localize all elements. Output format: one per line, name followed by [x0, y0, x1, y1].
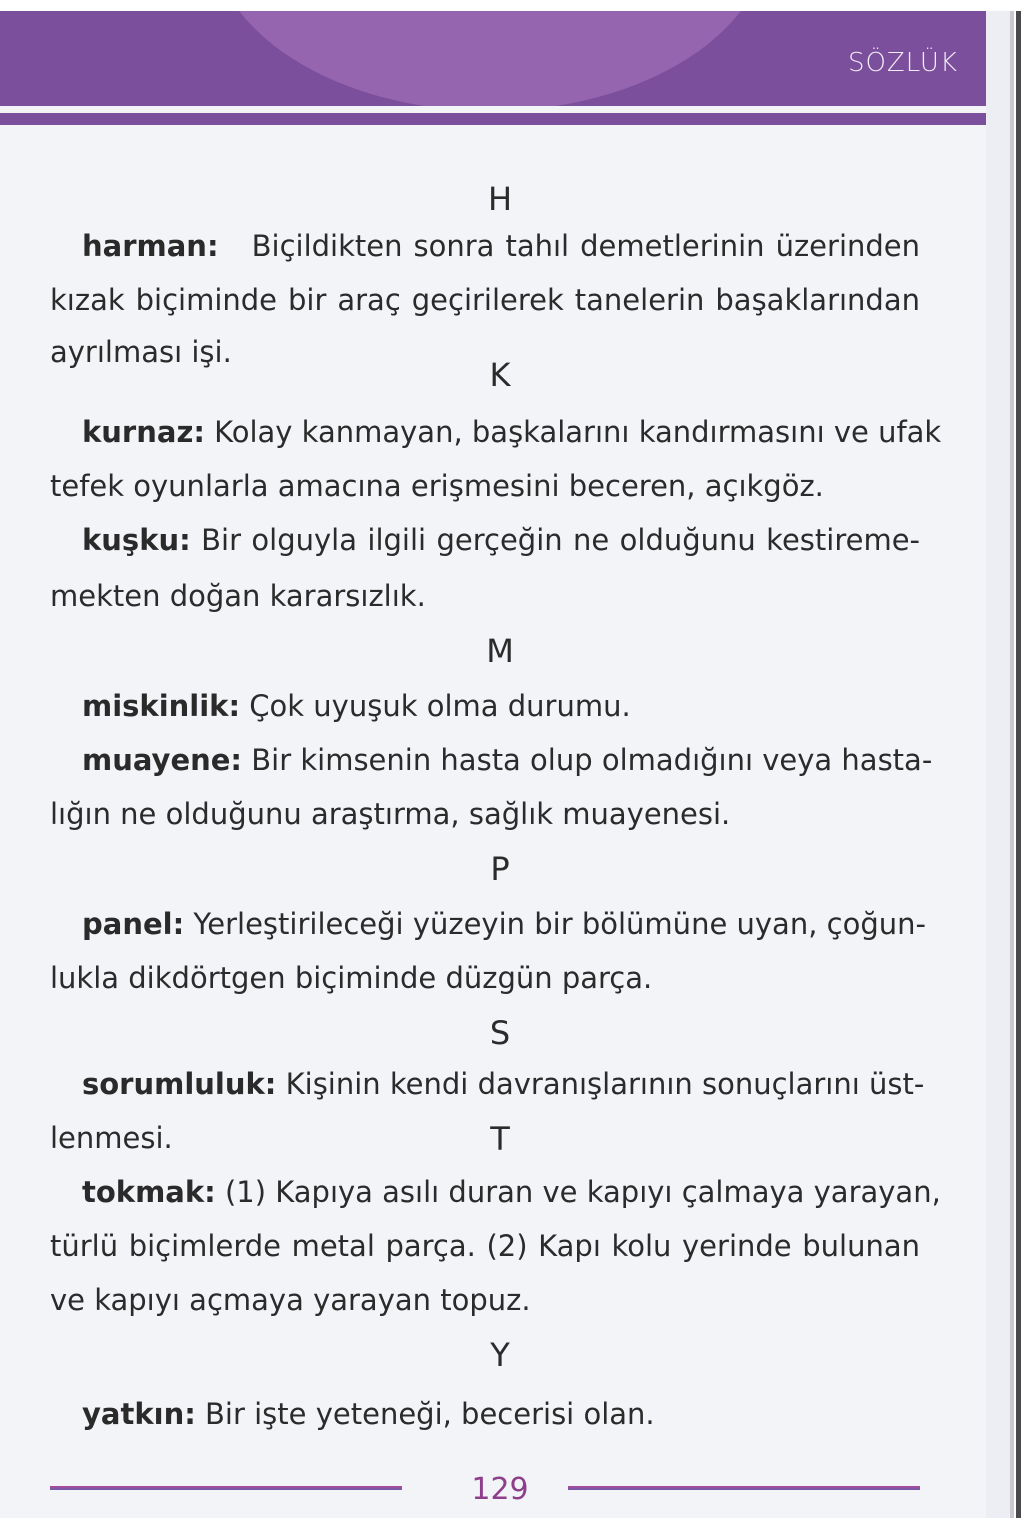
entry-line: lenmesi. [50, 1121, 173, 1155]
section-letter: K [489, 356, 511, 394]
entry-line [82, 1174, 941, 1210]
entry-line: mekten doğan kararsızlık. [50, 579, 426, 613]
banner-stripe [0, 113, 986, 125]
entry-line [82, 414, 942, 450]
definition-text: Bir olguyla ilgili gerçeğin ne olduğunu kestireme- [201, 523, 921, 557]
definition-text: Çok uyuşuk olma durumu. [249, 689, 631, 723]
banner-wave-decoration [210, 11, 770, 106]
entry-line: lukla dikdörtgen biçiminde düzgün parça. [50, 961, 653, 995]
section-letter: Y [490, 1336, 510, 1374]
definition-text: Biçildikten sonra tahıl demetlerinin üzerinden [251, 229, 921, 263]
headword: harman: [82, 229, 219, 263]
definition-text: Bir kimsenin hasta olup olmadığını veya hasta- [251, 743, 933, 777]
headword: panel: [82, 907, 185, 941]
headword: miskinlik: [82, 689, 241, 723]
entry-line [82, 1396, 920, 1432]
section-letter: H [487, 180, 513, 218]
entry-line: lığın ne olduğunu araştırma, sağlık muayenesi. [50, 797, 731, 831]
entry-line [82, 906, 926, 942]
entry-line [82, 228, 920, 264]
section-letter: S [489, 1014, 511, 1052]
entry-line: ve kapıyı açmaya yarayan topuz. [50, 1283, 531, 1317]
entry-line [82, 688, 920, 724]
headword: muayene: [82, 743, 243, 777]
entry-line: kızak biçiminde bir araç geçirilerek tanelerin başaklarından [50, 283, 920, 317]
page-edge [986, 11, 1010, 1518]
section-letter: P [490, 850, 510, 888]
entry-line [82, 742, 933, 778]
headword: tokmak: [82, 1175, 216, 1209]
headword: sorumluluk: [82, 1067, 277, 1101]
definition-text: Yerleştirileceği yüzeyin bir bölümüne uyan, çoğun- [193, 907, 926, 941]
header-banner [0, 11, 986, 106]
definition-text: Kolay kanmayan, başkalarını kandırmasını ve ufak [214, 415, 942, 449]
entry-line [82, 1066, 925, 1102]
headword: kurnaz: [82, 415, 205, 449]
entry-line: tefek oyunlarla amacına erişmesini beceren, açıkgöz. [50, 469, 824, 503]
entry-line: türlü biçimlerde metal parça. (2) Kapı kolu yerinde bulunan [50, 1229, 920, 1263]
definition-text: (1) Kapıya asılı duran ve kapıyı çalmaya yarayan, [224, 1175, 941, 1209]
page-number: 129 [471, 1472, 529, 1507]
footer-rule-left [50, 1486, 402, 1490]
page-title: SÖZLÜK [847, 48, 958, 78]
binding-edge-light [1010, 11, 1014, 1518]
section-letter: M [486, 632, 514, 670]
definition-text: Kişinin kendi davranışlarının sonuçlarını üst- [285, 1067, 925, 1101]
section-letter: T [490, 1120, 510, 1158]
definition-text: Bir işte yeteneği, becerisi olan. [205, 1397, 655, 1431]
headword: yatkın: [82, 1397, 196, 1431]
footer-rule-right [568, 1486, 920, 1490]
binding-edge-dark [1016, 11, 1021, 1518]
headword: kuşku: [82, 523, 191, 557]
entry-line [82, 522, 920, 558]
entry-line: ayrılması işi. [50, 335, 232, 369]
